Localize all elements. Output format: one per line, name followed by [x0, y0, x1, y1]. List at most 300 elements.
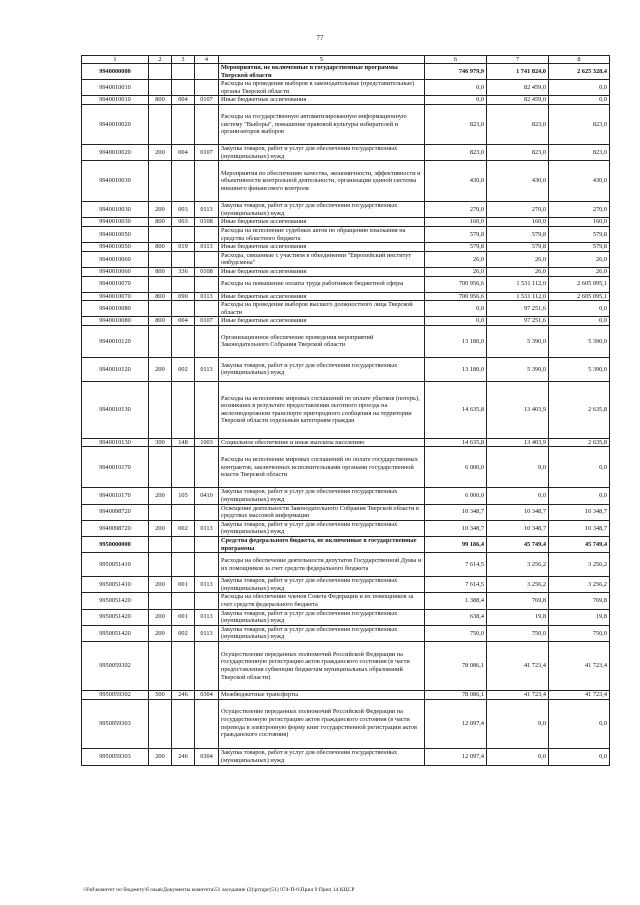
row-code: 9940010120: [82, 325, 149, 357]
table-row: [82, 144, 610, 160]
row-kind: [149, 226, 172, 242]
row-admin: 003: [172, 202, 195, 218]
row-admin: 004: [172, 317, 195, 326]
row-value-2021: 0,0: [487, 447, 549, 488]
row-value-2022: 19,8: [549, 609, 610, 625]
row-kind: [149, 641, 172, 690]
row-value-2021: 3 256,2: [487, 577, 549, 593]
row-kind: 800: [149, 96, 172, 105]
row-value-2021: 82 459,0: [487, 80, 549, 96]
row-value-2020: 26,0: [425, 267, 487, 276]
row-value-2020: 0,0: [425, 317, 487, 326]
row-value-2022: 41 723,4: [549, 690, 610, 699]
row-value-2020: 823,0: [425, 104, 487, 144]
row-code: 9940010030: [82, 161, 149, 202]
row-value-2020: 579,8: [425, 243, 487, 252]
table-row: [82, 690, 610, 699]
row-value-2022: 2 635,8: [549, 381, 610, 438]
table-row: [82, 317, 610, 326]
row-value-2021: 430,0: [487, 161, 549, 202]
table-row: [82, 267, 610, 276]
column-header: 3: [172, 56, 195, 64]
row-admin: [172, 641, 195, 690]
row-kind: 200: [149, 577, 172, 593]
row-value-2020: 26,0: [425, 251, 487, 267]
row-admin: 246: [172, 748, 195, 765]
column-header: 7: [487, 56, 549, 64]
row-admin: 336: [172, 267, 195, 276]
row-value-2022: 0,0: [549, 748, 610, 765]
row-kind: 200: [149, 748, 172, 765]
row-value-2022: 5 390,0: [549, 357, 610, 381]
row-value-2021: 270,0: [487, 202, 549, 218]
row-admin: [172, 593, 195, 609]
row-section: [195, 504, 219, 520]
table-row: [82, 104, 610, 144]
row-value-2021: 10 348,7: [487, 504, 549, 520]
row-admin: [172, 226, 195, 242]
row-admin: [172, 553, 195, 577]
row-admin: 148: [172, 438, 195, 447]
row-section: 0108: [195, 267, 219, 276]
row-description: Расходы на повышение оплаты труда работников бюджетной сферы: [219, 276, 425, 292]
table-row: [82, 202, 610, 218]
row-value-2021: 5 390,0: [487, 325, 549, 357]
row-value-2020: 160,0: [425, 218, 487, 227]
row-value-2022: 579,8: [549, 226, 610, 242]
row-value-2021: 1 531 112,0: [487, 276, 549, 292]
row-kind: 200: [149, 625, 172, 641]
row-section: 1003: [195, 438, 219, 447]
row-admin: [172, 381, 195, 438]
row-code: 9940010050: [82, 243, 149, 252]
file-path-footer: \\Fs0\комитет по бюджету\б озыв\Документы комитета\51 заседание (2)\prгдрг(51) 974-П-6\Прил 9 Прил 14 КЦСР: [83, 887, 355, 893]
row-description: Расходы на обеспечение членов Совета Федерации и их помощников за счет средств федерального бюджета: [219, 593, 425, 609]
row-value-2022: 579,8: [549, 243, 610, 252]
row-value-2020: 7 614,5: [425, 577, 487, 593]
row-admin: 246: [172, 690, 195, 699]
row-description: Средства федерального бюджета, не включенные в государственные программы: [219, 537, 425, 553]
row-value-2021: 160,0: [487, 218, 549, 227]
row-section: [195, 537, 219, 553]
row-kind: [149, 504, 172, 520]
row-section: [195, 699, 219, 748]
column-header: 6: [425, 56, 487, 64]
row-value-2021: 0,0: [487, 699, 549, 748]
row-value-2021: 26,0: [487, 251, 549, 267]
table-row: [82, 292, 610, 301]
row-value-2022: 0,0: [549, 447, 610, 488]
table-row: [82, 537, 610, 553]
row-code: 9940010070: [82, 276, 149, 292]
row-section: [195, 447, 219, 488]
row-kind: [149, 325, 172, 357]
row-section: 0113: [195, 292, 219, 301]
row-section: 0113: [195, 625, 219, 641]
column-header: 5: [219, 56, 425, 64]
row-value-2020: 1 388,4: [425, 593, 487, 609]
row-code: 9940098720: [82, 520, 149, 536]
row-admin: [172, 699, 195, 748]
row-value-2022: 10 348,7: [549, 504, 610, 520]
row-kind: [149, 104, 172, 144]
row-admin: 001: [172, 609, 195, 625]
row-value-2022: 0,0: [549, 80, 610, 96]
table-row: [82, 96, 610, 105]
row-value-2021: 13 403,9: [487, 438, 549, 447]
row-code: 9950059303: [82, 748, 149, 765]
row-section: [195, 161, 219, 202]
row-admin: 003: [172, 218, 195, 227]
row-value-2020: 12 097,4: [425, 748, 487, 765]
row-description: Закупка товаров, работ и услуг для обеспечения государственных (муниципальных) нужд: [219, 625, 425, 641]
row-value-2022: 2 605 095,1: [549, 276, 610, 292]
row-value-2022: 0,0: [549, 699, 610, 748]
row-value-2022: 430,0: [549, 161, 610, 202]
row-value-2020: 14 635,8: [425, 438, 487, 447]
row-section: 0107: [195, 317, 219, 326]
row-value-2022: 2 605 095,1: [549, 292, 610, 301]
row-kind: [149, 699, 172, 748]
table-row: [82, 504, 610, 520]
table-row: [82, 251, 610, 267]
row-value-2021: 26,0: [487, 267, 549, 276]
row-value-2020: 0,0: [425, 301, 487, 317]
row-value-2020: 746 979,9: [425, 64, 487, 80]
row-code: 9940010080: [82, 317, 149, 326]
row-description: Осуществление переданных полномочий Российской Федерации на государственную регистрацию актов гражданского состояния (в части перевода в электронную форму книг государственной регистрации актов гражданского состояния): [219, 699, 425, 748]
row-code: 9940010060: [82, 251, 149, 267]
row-section: 0113: [195, 577, 219, 593]
row-value-2021: 97 251,6: [487, 301, 549, 317]
row-section: 0410: [195, 488, 219, 504]
row-description: Иные бюджетные ассигнования: [219, 96, 425, 105]
row-value-2020: 7 614,5: [425, 553, 487, 577]
row-section: 0113: [195, 202, 219, 218]
row-value-2021: 3 256,2: [487, 553, 549, 577]
row-value-2020: 14 635,8: [425, 381, 487, 438]
row-value-2020: 700 956,6: [425, 276, 487, 292]
table-row: [82, 447, 610, 488]
row-code: 9950059303: [82, 699, 149, 748]
row-value-2021: 823,0: [487, 144, 549, 160]
row-code: 9940010120: [82, 357, 149, 381]
row-value-2020: 10 348,7: [425, 520, 487, 536]
row-code: 9940010170: [82, 447, 149, 488]
table-row: [82, 488, 610, 504]
row-value-2022: 823,0: [549, 144, 610, 160]
table-row: [82, 276, 610, 292]
row-value-2020: 579,8: [425, 226, 487, 242]
row-value-2022: 26,0: [549, 251, 610, 267]
row-admin: [172, 104, 195, 144]
row-admin: 019: [172, 243, 195, 252]
page-number: 77: [316, 34, 324, 42]
row-section: 0304: [195, 748, 219, 765]
row-kind: [149, 276, 172, 292]
row-value-2021: 1 741 824,0: [487, 64, 549, 80]
row-description: Закупка товаров, работ и услуг для обеспечения государственных (муниципальных) нужд: [219, 488, 425, 504]
row-code: 9940010170: [82, 488, 149, 504]
row-description: Закупка товаров, работ и услуг для обеспечения государственных (муниципальных) нужд: [219, 357, 425, 381]
row-description: Расходы на проведение выборов высшего должностного лица Тверской области: [219, 301, 425, 317]
row-admin: [172, 325, 195, 357]
row-description: Расходы на исполнение судебных актов по обращению взыскания на средства областного бюджета: [219, 226, 425, 242]
row-section: [195, 251, 219, 267]
row-kind: [149, 64, 172, 80]
row-kind: 800: [149, 218, 172, 227]
row-section: 0113: [195, 357, 219, 381]
row-value-2021: 82 459,0: [487, 96, 549, 105]
row-kind: 200: [149, 202, 172, 218]
row-code: 9940010010: [82, 96, 149, 105]
row-code: 9950000000: [82, 537, 149, 553]
column-header: 8: [549, 56, 610, 64]
row-admin: [172, 301, 195, 317]
row-section: [195, 64, 219, 80]
row-admin: [172, 251, 195, 267]
row-kind: [149, 251, 172, 267]
row-value-2020: 430,0: [425, 161, 487, 202]
row-code: 9940010020: [82, 104, 149, 144]
row-description: Расходы на исполнение мировых соглашений по оплате убытков (потерь), возникших в результате предоставления льготного проезда на железнодорожном транспорте пригородного сообщения на территории Тверской области отдельным категориям граждан: [219, 381, 425, 438]
row-admin: 090: [172, 292, 195, 301]
row-value-2021: 750,0: [487, 625, 549, 641]
row-description: Мероприятия по обеспечению качества, экономичности, эффективности и объективности контрольной деятельности, организации единой системы внешнего финансового контроля: [219, 161, 425, 202]
row-section: [195, 226, 219, 242]
row-value-2021: 1 531 112,0: [487, 292, 549, 301]
row-value-2020: 99 186,4: [425, 537, 487, 553]
column-header: 1: [82, 56, 149, 64]
row-value-2021: 5 390,0: [487, 357, 549, 381]
row-value-2022: 45 749,4: [549, 537, 610, 553]
row-code: 9940098720: [82, 504, 149, 520]
row-value-2020: 823,0: [425, 144, 487, 160]
row-value-2021: 579,8: [487, 243, 549, 252]
table-row: [82, 301, 610, 317]
row-admin: 002: [172, 625, 195, 641]
row-value-2020: 0,0: [425, 80, 487, 96]
row-value-2021: 45 749,4: [487, 537, 549, 553]
table-row: [82, 625, 610, 641]
row-admin: 002: [172, 520, 195, 536]
row-description: Социальное обеспечение и иные выплаты населению: [219, 438, 425, 447]
row-value-2021: 41 723,4: [487, 690, 549, 699]
row-code: 9940010070: [82, 292, 149, 301]
row-description: Расходы на проведение выборов в законодательные (представительные) органы Тверской области: [219, 80, 425, 96]
column-header: 4: [195, 56, 219, 64]
budget-table: [81, 55, 610, 766]
row-value-2022: 2 625 328,4: [549, 64, 610, 80]
row-kind: [149, 553, 172, 577]
row-code: 9940010020: [82, 144, 149, 160]
row-section: [195, 593, 219, 609]
row-kind: [149, 161, 172, 202]
row-section: 0304: [195, 690, 219, 699]
row-code: 9940010050: [82, 226, 149, 242]
row-kind: [149, 593, 172, 609]
row-kind: [149, 381, 172, 438]
row-value-2020: 638,4: [425, 609, 487, 625]
row-value-2020: 6 000,0: [425, 447, 487, 488]
row-admin: [172, 80, 195, 96]
row-description: Иные бюджетные ассигнования: [219, 292, 425, 301]
row-code: 9940010030: [82, 202, 149, 218]
row-code: 9950059302: [82, 690, 149, 699]
row-value-2021: 0,0: [487, 748, 549, 765]
row-description: Иные бюджетные ассигнования: [219, 317, 425, 326]
row-kind: 200: [149, 488, 172, 504]
row-value-2022: 3 256,2: [549, 553, 610, 577]
row-code: 9940010080: [82, 301, 149, 317]
row-description: Закупка товаров, работ и услуг для обеспечения государственных (муниципальных) нужд: [219, 202, 425, 218]
row-admin: 004: [172, 96, 195, 105]
row-value-2022: 5 390,0: [549, 325, 610, 357]
row-description: Закупка товаров, работ и услуг для обеспечения государственных (муниципальных) нужд: [219, 748, 425, 765]
row-section: [195, 325, 219, 357]
row-value-2021: 0,0: [487, 488, 549, 504]
row-value-2022: 0,0: [549, 488, 610, 504]
table-row: [82, 243, 610, 252]
row-section: [195, 80, 219, 96]
row-description: Расходы на обеспечение деятельности депутатов Государственной Думы и их помощников за счет средств федерального бюджета: [219, 553, 425, 577]
row-kind: [149, 537, 172, 553]
row-value-2021: 41 723,4: [487, 641, 549, 690]
row-section: 0113: [195, 609, 219, 625]
row-description: Межбюджетные трансферты: [219, 690, 425, 699]
row-value-2021: 823,0: [487, 104, 549, 144]
row-section: [195, 381, 219, 438]
row-code: 9950051420: [82, 625, 149, 641]
row-section: [195, 641, 219, 690]
row-code: 9950051420: [82, 593, 149, 609]
row-admin: 105: [172, 488, 195, 504]
table-row: [82, 520, 610, 536]
row-description: Расходы на государственную автоматизированную информационную систему "Выборы", повышение правовой культуры избирателей и организаторов выборов: [219, 104, 425, 144]
row-value-2022: 2 635,8: [549, 438, 610, 447]
table-row: [82, 593, 610, 609]
row-code: 9950051410: [82, 553, 149, 577]
row-admin: [172, 64, 195, 80]
table-row: [82, 553, 610, 577]
row-section: 0113: [195, 520, 219, 536]
row-value-2022: 0,0: [549, 301, 610, 317]
row-value-2021: 579,8: [487, 226, 549, 242]
row-code: 9940010130: [82, 381, 149, 438]
row-kind: 800: [149, 317, 172, 326]
row-admin: [172, 447, 195, 488]
row-kind: 200: [149, 144, 172, 160]
row-value-2020: 13 180,0: [425, 325, 487, 357]
table-row: [82, 226, 610, 242]
row-value-2022: 26,0: [549, 267, 610, 276]
row-value-2021: 97 251,6: [487, 317, 549, 326]
table-row: [82, 641, 610, 690]
row-admin: 002: [172, 357, 195, 381]
row-code: 9940010060: [82, 267, 149, 276]
table-row: [82, 381, 610, 438]
row-section: 0108: [195, 218, 219, 227]
row-value-2020: 78 086,1: [425, 690, 487, 699]
row-value-2022: 41 723,4: [549, 641, 610, 690]
row-code: 9950059302: [82, 641, 149, 690]
table-row: [82, 748, 610, 765]
row-section: [195, 553, 219, 577]
row-description: Освещение деятельности Законодательного Собрания Тверской области в средствах массовой информации: [219, 504, 425, 520]
row-code: 9950051410: [82, 577, 149, 593]
row-kind: 200: [149, 609, 172, 625]
row-value-2021: 13 403,9: [487, 381, 549, 438]
row-section: [195, 276, 219, 292]
row-kind: 800: [149, 243, 172, 252]
row-description: Закупка товаров, работ и услуг для обеспечения государственных (муниципальных) нужд: [219, 577, 425, 593]
row-description: Осуществление переданных полномочий Российской Федерации на государственную регистрацию актов гражданского состояния (в части предоставления субвенции бюджетам муниципальных образований Тверской области): [219, 641, 425, 690]
row-description: Закупка товаров, работ и услуг для обеспечения государственных (муниципальных) нужд: [219, 520, 425, 536]
row-value-2020: 10 348,7: [425, 504, 487, 520]
table-row: [82, 64, 610, 80]
row-value-2022: 10 348,7: [549, 520, 610, 536]
row-section: [195, 301, 219, 317]
row-kind: 200: [149, 357, 172, 381]
row-value-2020: 750,0: [425, 625, 487, 641]
row-description: Расходы, связанные с участием в объединении "Европейский институт омбудсмена": [219, 251, 425, 267]
row-description: Закупка товаров, работ и услуг для обеспечения государственных (муниципальных) нужд: [219, 144, 425, 160]
row-value-2022: 769,8: [549, 593, 610, 609]
table-row: [82, 699, 610, 748]
row-description: Расходы на исполнение мировых соглашений по оплате государственных контрактов, заключенных исполнительными органами государственной власти Тверской области: [219, 447, 425, 488]
row-value-2020: 6 000,0: [425, 488, 487, 504]
row-description: Организационное обеспечение проведения мероприятий Законодательного Собрания Тверской области: [219, 325, 425, 357]
row-code: 9950051420: [82, 609, 149, 625]
row-value-2022: 3 256,2: [549, 577, 610, 593]
row-admin: [172, 537, 195, 553]
row-section: 0107: [195, 96, 219, 105]
row-admin: 001: [172, 577, 195, 593]
table-row: [82, 218, 610, 227]
table-row: [82, 357, 610, 381]
row-value-2021: 769,8: [487, 593, 549, 609]
table-row: [82, 438, 610, 447]
row-code: 9940000000: [82, 64, 149, 80]
row-value-2021: 19,8: [487, 609, 549, 625]
row-kind: 800: [149, 292, 172, 301]
row-section: 0107: [195, 144, 219, 160]
row-value-2022: 0,0: [549, 96, 610, 105]
row-value-2022: 160,0: [549, 218, 610, 227]
row-kind: [149, 447, 172, 488]
row-description: Иные бюджетные ассигнования: [219, 218, 425, 227]
table-row: [82, 161, 610, 202]
row-admin: [172, 276, 195, 292]
row-value-2020: 700 956,6: [425, 292, 487, 301]
row-value-2022: 0,0: [549, 317, 610, 326]
row-value-2020: 270,0: [425, 202, 487, 218]
row-description: Иные бюджетные ассигнования: [219, 267, 425, 276]
row-value-2022: 823,0: [549, 104, 610, 144]
row-admin: [172, 504, 195, 520]
row-kind: [149, 301, 172, 317]
row-section: 0113: [195, 243, 219, 252]
row-kind: 200: [149, 520, 172, 536]
table-row: [82, 609, 610, 625]
row-value-2020: 0,0: [425, 96, 487, 105]
row-value-2022: 750,0: [549, 625, 610, 641]
row-kind: 300: [149, 438, 172, 447]
row-code: 9940010010: [82, 80, 149, 96]
row-value-2020: 78 086,1: [425, 641, 487, 690]
row-description: Иные бюджетные ассигнования: [219, 243, 425, 252]
row-admin: 004: [172, 144, 195, 160]
